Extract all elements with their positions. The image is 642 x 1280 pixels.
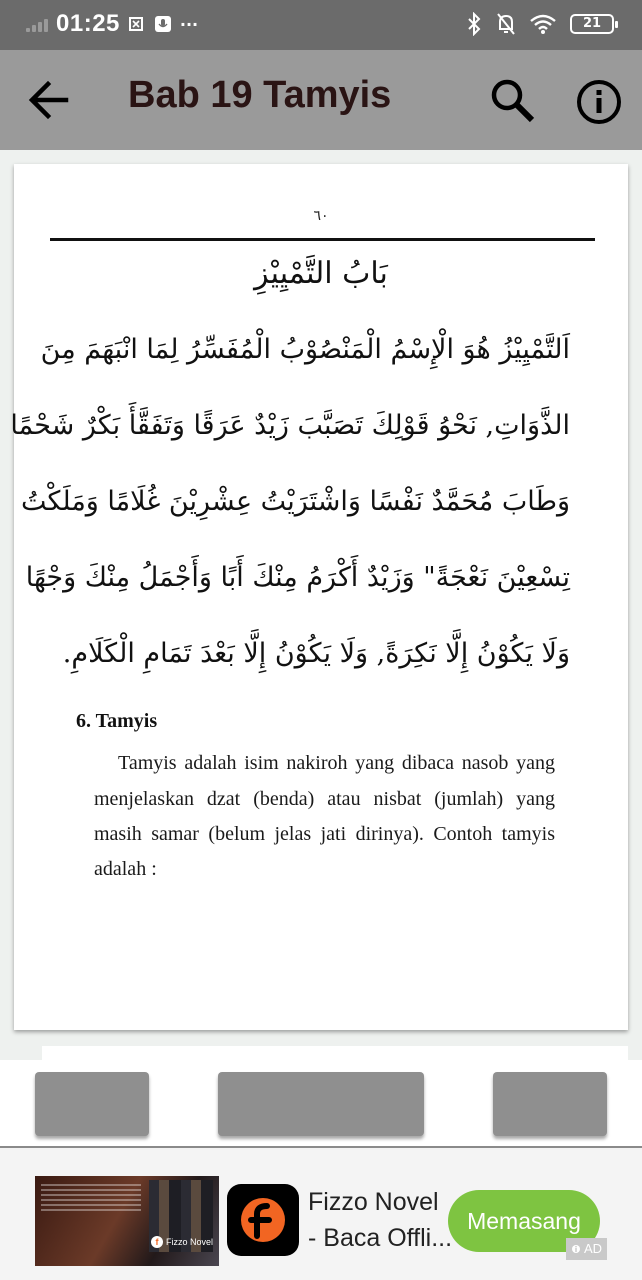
next-page-button[interactable] bbox=[493, 1072, 607, 1136]
mute-icon bbox=[496, 12, 516, 36]
ad-info-icon bbox=[571, 1244, 581, 1254]
status-time: 01:25 bbox=[56, 10, 120, 37]
fizzo-app-icon[interactable] bbox=[227, 1184, 299, 1256]
fizzo-logo-icon bbox=[227, 1184, 299, 1256]
install-button[interactable]: Memasang bbox=[448, 1190, 600, 1252]
more-icon: ··· bbox=[179, 14, 199, 34]
status-bar bbox=[0, 0, 642, 50]
arabic-text-line: وَطَابَ مُحَمَّدٌ نَفْسًا وَاشْتَرَيْتُ عِشْرِيْنَ غُلَامًا وَمَلَكْتُ bbox=[20, 486, 570, 517]
previous-page-button[interactable] bbox=[35, 1072, 149, 1136]
arabic-text-line: وَلَا يَكُوْنُ إِلَّا نَكِرَةً, وَلَا يَكُوْنُ إِلَّا بَعْدَ تَمَامِ الْكَلَامِ. bbox=[62, 638, 570, 669]
ad-image-logo bbox=[151, 1236, 213, 1248]
screenshot-icon bbox=[128, 15, 146, 33]
ad-badge[interactable] bbox=[566, 1238, 607, 1260]
wifi-icon bbox=[530, 14, 556, 34]
section-heading: 6. Tamyis bbox=[76, 710, 158, 732]
bluetooth-icon bbox=[466, 12, 482, 36]
page-navigation-bar bbox=[0, 1060, 642, 1148]
microphone-icon bbox=[154, 15, 172, 33]
arabic-text-line: اَلتَّمْيِيْزُ هُوَ الْإِسْمُ الْمَنْصُوْبُ الْمُفَسِّرُ لِمَا انْبَهَمَ مِنَ bbox=[40, 334, 570, 365]
battery-icon: 21 bbox=[570, 14, 614, 34]
arrow-left-icon bbox=[26, 78, 74, 122]
fizzo-mini-icon: f bbox=[151, 1236, 163, 1248]
signal-icon bbox=[26, 16, 48, 32]
book-viewer[interactable] bbox=[0, 150, 642, 1060]
paragraph-line: adalah : bbox=[94, 858, 157, 880]
ad-image[interactable] bbox=[35, 1176, 219, 1266]
ad-image-logo-text: Fizzo Novel bbox=[166, 1237, 214, 1247]
ad-banner[interactable] bbox=[0, 1150, 642, 1280]
arabic-text-line: تِسْعِيْنَ نَعْجَةً" وَزَيْدٌ أَكْرَمُ مِنْكَ أَبًا وَأَجْمَلُ مِنْكَ وَجْهًا bbox=[25, 562, 570, 593]
arabic-chapter-heading: بَابُ التَّمْيِيْزِ bbox=[254, 256, 388, 291]
app-toolbar bbox=[0, 50, 642, 150]
ad-app-name[interactable]: Fizzo Novel bbox=[308, 1188, 439, 1216]
ad-image-caption bbox=[41, 1184, 141, 1214]
search-button[interactable] bbox=[488, 76, 538, 126]
page-number: ٦٠ bbox=[313, 208, 329, 224]
page-title: Bab 19 Tamyis bbox=[128, 74, 392, 116]
book-page[interactable] bbox=[10, 164, 628, 1030]
ad-badge-label: AD bbox=[584, 1241, 603, 1256]
search-icon bbox=[488, 76, 538, 126]
arabic-text-line: الذَّوَاتِ, نَحْوُ قَوْلِكَ تَصَبَّبَ زَيْدٌ عَرَقًا وَتَفَقَّأَ بَكْرٌ شَحْمًا bbox=[10, 410, 570, 441]
paragraph-line: Tamyis adalah isim nakiroh yang dibaca nasob yang bbox=[118, 752, 555, 774]
menu-button[interactable] bbox=[218, 1072, 424, 1136]
next-page-edge bbox=[42, 1046, 628, 1060]
ad-app-subtitle[interactable]: - Baca Offli... bbox=[308, 1224, 453, 1252]
info-button[interactable] bbox=[574, 77, 624, 127]
paragraph-line: menjelaskan dzat (benda) atau nisbat (jumlah) yang bbox=[94, 788, 555, 810]
header-divider bbox=[50, 238, 595, 241]
back-button[interactable] bbox=[26, 78, 74, 122]
info-icon bbox=[574, 77, 624, 127]
paragraph-line: masih samar (belum jelas jati dirinya). Contoh tamyis bbox=[94, 823, 555, 845]
